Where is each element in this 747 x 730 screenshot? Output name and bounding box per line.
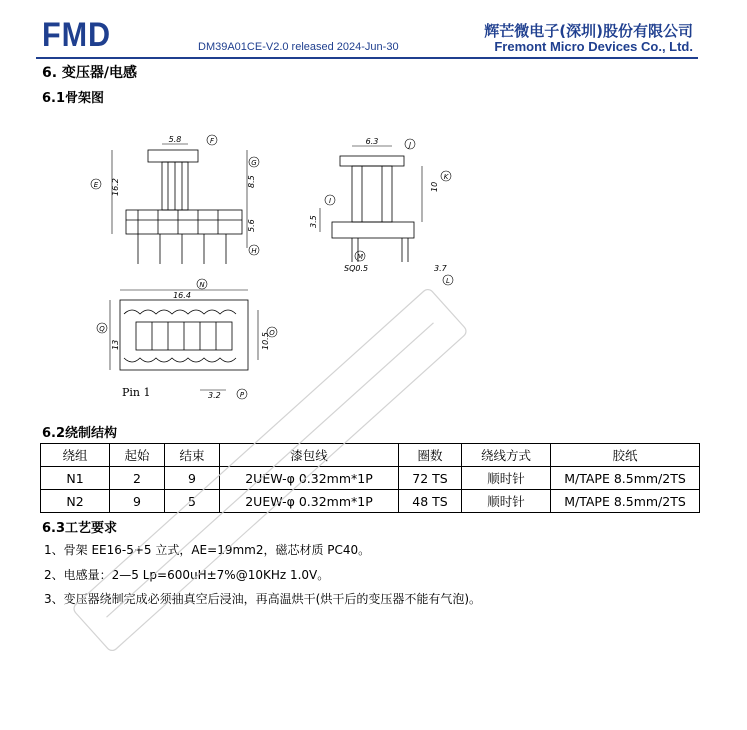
bobbin-drawing (82, 128, 472, 408)
dim-e-tag: E (93, 181, 99, 189)
dim-e-value: 16.2 (111, 178, 120, 196)
dim-p-tag: P (239, 391, 245, 399)
table-row (41, 490, 700, 513)
dim-n-tag: N (199, 281, 205, 289)
table-cell: 顺时针 (462, 490, 551, 513)
dim-o-value: 10.5 (261, 332, 270, 350)
col-header: 圈数 (399, 444, 462, 467)
table-cell: N2 (41, 490, 110, 513)
dim-k-tag: K (443, 173, 449, 181)
side-view (320, 146, 422, 262)
col-header: 胶纸 (551, 444, 700, 467)
dim-h-tag: H (251, 247, 257, 255)
front-view (112, 144, 247, 264)
dim-k-value: 10 (430, 181, 439, 192)
col-header: 绕线方式 (462, 444, 551, 467)
dim-q-tag: Q (99, 325, 105, 333)
table-cell: 48 TS (399, 490, 462, 513)
dim-j-value: 6.3 (365, 137, 379, 146)
dim-j-tag: J (408, 141, 412, 149)
table-cell: 顺时针 (462, 467, 551, 490)
winding-table (40, 443, 700, 513)
col-header: 绕组 (41, 444, 110, 467)
dim-i-tag: I (328, 197, 332, 205)
dim-q-value: 13 (111, 339, 120, 350)
dim-l-tag: L (446, 277, 450, 285)
dim-l-value: 3.7 (434, 264, 447, 273)
table-cell: M/TAPE 8.5mm/2TS (551, 490, 700, 513)
table-cell: 2 (110, 467, 165, 490)
header-rule (36, 57, 698, 59)
dim-o-tag: O (269, 329, 275, 337)
table-cell: 72 TS (399, 467, 462, 490)
table-cell: 2UEW-φ 0.32mm*1P (220, 467, 399, 490)
dim-g-tag: G (251, 159, 257, 167)
dim-m-value: SQ0.5 (344, 264, 369, 273)
process-note: 2、电感量：2—5 Lp=600uH±7%@10KHz 1.0V。 (44, 568, 330, 582)
dim-f-tag: F (209, 137, 215, 145)
doc-version: DM39A01CE-V2.0 released 2024-Jun-30 (198, 41, 399, 53)
col-header: 起始 (110, 444, 165, 467)
table-header-row (41, 444, 700, 467)
dim-g-value: 8.5 (247, 175, 256, 188)
table-cell: N1 (41, 467, 110, 490)
section-title: 6. 变压器/电感 (42, 65, 138, 81)
subsection-title: 6.1骨架图 (42, 91, 105, 106)
subsection-title: 6.3工艺要求 (42, 521, 118, 536)
table-cell: 5 (165, 490, 220, 513)
table-cell: 9 (110, 490, 165, 513)
table-row (41, 467, 700, 490)
subsection-title: 6.2绕制结构 (42, 426, 118, 441)
company-name-cn: 辉芒微电子(深圳)股份有限公司 (484, 22, 693, 40)
company-name-en: Fremont Micro Devices Co., Ltd. (494, 39, 693, 54)
col-header: 漆包线 (220, 444, 399, 467)
process-note: 1、骨架 EE16-5+5 立式，AE=19mm2，磁芯材质 PC40。 (44, 543, 371, 557)
process-note: 3、变压器绕制完成必须抽真空后浸油，再高温烘干(烘干后的变压器不能有气泡)。 (44, 592, 482, 606)
dim-n-value: 16.4 (173, 291, 191, 300)
table-cell: 2UEW-φ 0.32mm*1P (220, 490, 399, 513)
company-logo: FMD (42, 16, 111, 54)
table-cell: 9 (165, 467, 220, 490)
dim-f-value: 5.8 (168, 135, 182, 144)
col-header: 结束 (165, 444, 220, 467)
dim-m-tag: M (356, 253, 364, 261)
pin1-label: Pin 1 (122, 386, 151, 399)
top-view (110, 290, 258, 390)
dim-h-value: 5.6 (247, 219, 256, 232)
table-cell: M/TAPE 8.5mm/2TS (551, 467, 700, 490)
dim-i-value: 3.5 (309, 215, 318, 228)
dim-p-value: 3.2 (208, 391, 221, 400)
